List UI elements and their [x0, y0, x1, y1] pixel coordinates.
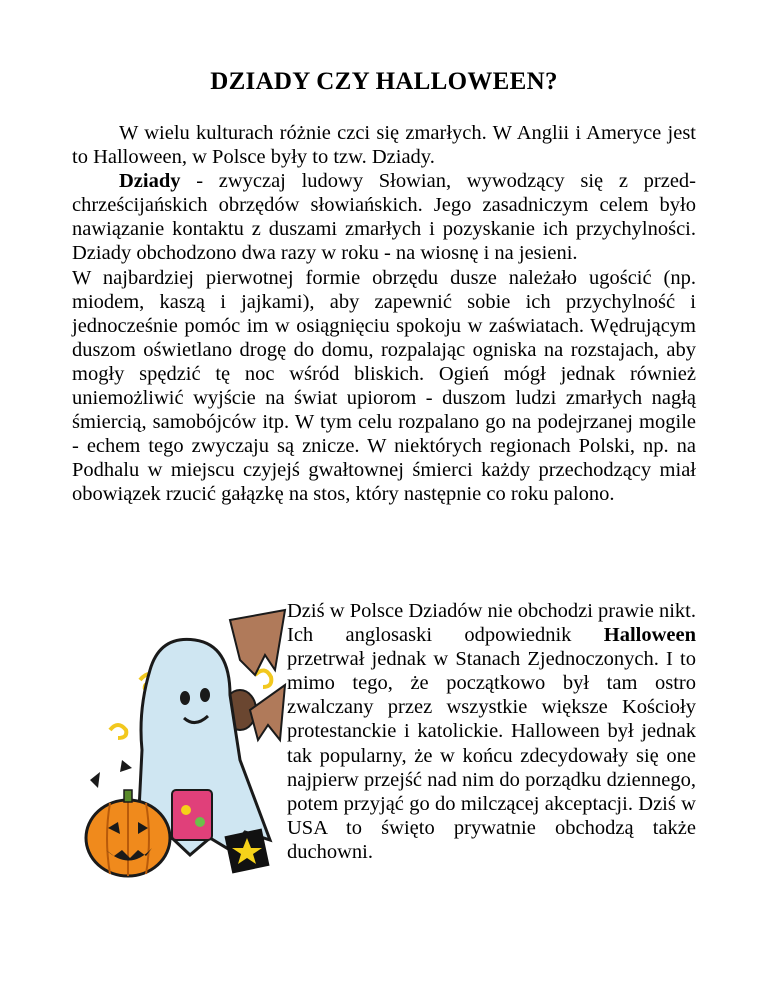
bat-icon [230, 610, 285, 675]
paragraph-dziady-text: - zwyczaj ludowy Słowian, wywodzący się z przed-chrześcijańskich obrzędów słowiańskich. Jego zasadniczym celem było nawiązanie kontaktu z duszami zmarłych i pozyskanie ich przychylności. Dziady obchodzono dwa razy w roku - na wiosnę i na jesieni. [72, 170, 696, 265]
paragraph-dziady [72, 169, 696, 265]
term-halloween: Halloween [603, 624, 696, 647]
paragraph-halloween-start: Dziś w Polsce Dziadów nie obchodzi prawie nikt. Ich anglosaski odpowiednik [287, 600, 696, 647]
paragraph-halloween [287, 599, 696, 864]
side-text-block [287, 599, 696, 864]
term-dziady: Dziady [119, 170, 181, 193]
ghost-with-pumpkin-clipart-icon [80, 600, 290, 900]
main-text-block [72, 121, 696, 507]
document-title: DZIADY CZY HALLOWEEN? [210, 68, 558, 95]
paragraph-ritual: W najbardziej pierwotnej formie obrzędu dusze należało ugościć (np. miodem, kaszą i jajkami), aby zapewnić sobie ich przychylność i jednocześnie pomóc im w osiągnięciu spokoju w zaświatach. Wędrującym duszom oświetlano drogę do domu, rozpalając ogniska na rozstajach, aby mogły spędzić tę noc wśród bliskich. Ogień mógł jednak również uniemożliwić wyjście na świat upiorom - duszom ludzi zmarłych nagłą śmiercią, samobójców itp. W tym celu rozpalano go na podejrzanej mogile - echem tego zwyczaju są znicze. W niektórych regionach Polski, np. na Podhalu w miejscu czyjejś gwałtownej śmierci każdy przechodzący miał obowiązek rzucić gałązkę na stos, który następnie co roku palono. [72, 266, 696, 506]
star-card-icon [224, 828, 269, 873]
paragraph-halloween-text: przetrwał jednak w Stanach Zjednoczonych. I to mimo tego, że początkowo był tam ostro zwalczany przez wszystkie większe Kościoły protestanckie i katolickie. Halloween był jednak tak popularny, że w końcu zdecydowały się one najpierw przejść nad nim do porządku dziennego, potem przyjąć go do milczącej akceptacji. Dziś w USA to święto prywatnie obchodzą także duchowni. [287, 648, 696, 863]
paragraph-intro: W wielu kulturach różnie czci się zmarłych. W Anglii i Ameryce jest to Halloween, w Polsce były to tzw. Dziady. [72, 122, 696, 169]
